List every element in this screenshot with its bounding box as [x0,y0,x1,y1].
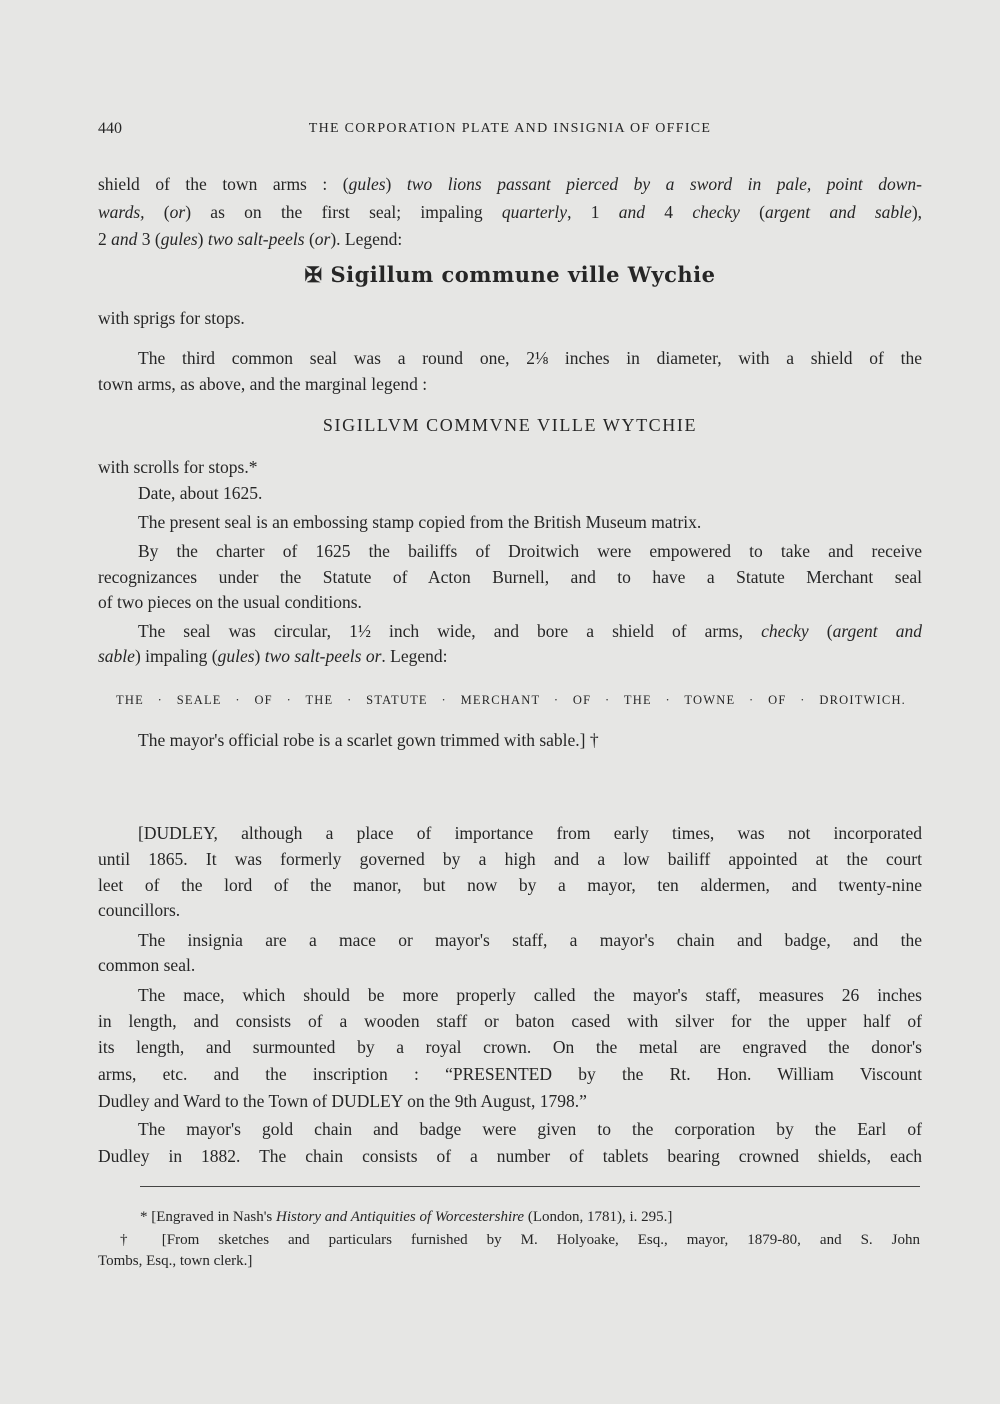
footnote: Tombs, Esq., town clerk.] [98,1253,253,1269]
third-seal-legend: SIGILLVM COMMVNE VILLE WYTCHIE [322,415,698,435]
paragraph-line: councillors. [98,900,181,920]
statute-merchant-legend: THE · SEALE · OF · THE · STATUTE · MERCHANT · OF · THE · TOWNE · OF · DROITWICH. [116,693,906,707]
paragraph-line: Dudley and Ward to the Town of DUDLEY on the 9th August, 1798.” [98,1091,587,1111]
paragraph-line: sable) impaling (gules) two salt-peels or. Legend: [98,646,448,666]
paragraph-line: of two pieces on the usual conditions. [98,592,362,612]
footnote: † [From sketches and particulars furnished by M. Holyoake, Esq., mayor, 1879-80, and S. John [120,1232,920,1248]
paragraph-line: The mace, which should be more properly called the mayor's staff, measures 26 inches [138,985,922,1005]
paragraph-line: The insignia are a mace or mayor's staff, a mayor's chain and badge, and the [138,930,922,950]
running-title: THE CORPORATION PLATE AND INSIGNIA OF OFFICE [308,121,712,136]
paragraph-line: By the charter of 1625 the bailiffs of Droitwich were empowered to take and receive [138,541,922,561]
footnote-rule [140,1186,920,1187]
second-seal-legend: ✠ Sigillum commune ville Wychie [304,262,716,287]
paragraph-line: recognizances under the Statute of Acton Burnell, and to have a Statute Merchant seal [98,567,922,587]
paragraph-line: leet of the lord of the manor, but now by a mayor, ten aldermen, and twenty-nine [98,875,922,895]
paragraph-line: 2 and 3 (gules) two salt-peels (or). Legend: [98,229,403,249]
paragraph-line: in length, and consists of a wooden staff or baton cased with silver for the upper half of [98,1011,922,1031]
paragraph-line: The third common seal was a round one, 2⅛ inches in diameter, with a shield of the [138,348,922,368]
paragraph-line: until 1865. It was formerly governed by a high and a low bailiff appointed at the court [98,849,922,869]
paragraph-line: [DUDLEY, although a place of importance from early times, was not incorporated [138,823,922,843]
paragraph-line: The mayor's official robe is a scarlet gown trimmed with sable.] † [138,730,599,750]
footnote: * [Engraved in Nash's History and Antiquities of Worcestershire (London, 1781), i. 295.] [140,1209,673,1225]
paragraph-line: with sprigs for stops. [98,308,245,328]
paragraph-line: its length, and surmounted by a royal crown. On the metal are engraved the donor's [98,1037,922,1057]
paragraph-line: The present seal is an embossing stamp copied from the British Museum matrix. [138,512,702,532]
paragraph-line: The mayor's gold chain and badge were given to the corporation by the Earl of [138,1119,922,1139]
paragraph-line: Dudley in 1882. The chain consists of a number of tablets bearing crowned shields, each [98,1146,922,1166]
paragraph-line: shield of the town arms : (gules) two lions passant pierced by a sword in pale, point down- [98,174,922,194]
page-number: 440 [98,120,122,137]
paragraph-line: The seal was circular, 1½ inch wide, and bore a shield of arms, checky (argent and [138,621,922,641]
paragraph-line: Date, about 1625. [138,483,263,503]
paragraph-line: wards, (or) as on the first seal; impaling quarterly, 1 and 4 checky (argent and sable), [98,202,923,222]
paragraph-line: arms, etc. and the inscription : “PRESENTED by the Rt. Hon. William Viscount [98,1064,922,1084]
paragraph-line: with scrolls for stops.* [98,457,258,477]
paragraph-line: town arms, as above, and the marginal legend : [98,374,428,394]
paragraph-line: common seal. [98,955,196,975]
